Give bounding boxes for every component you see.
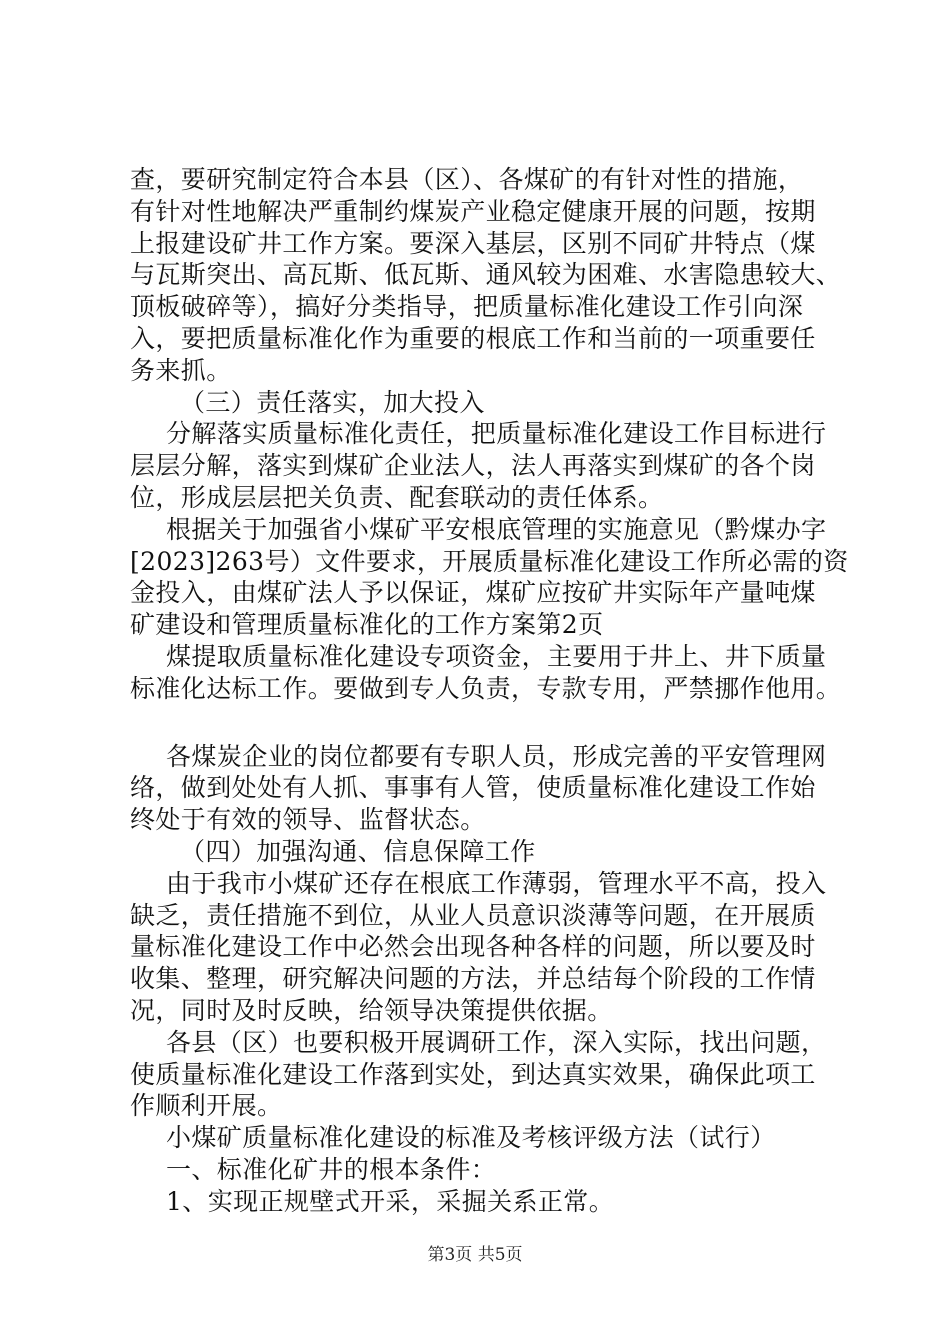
text-line: 查，要研究制定符合本县（区）、各煤矿的有针对性的措施， — [130, 165, 804, 194]
text-line: 有针对性地解决严重制约煤炭产业稳定健康开展的问题，按期 — [130, 196, 816, 226]
text-line: 缺乏，责任措施不到位，从业人员意识淡薄等问题，在开展质 — [130, 900, 816, 930]
text-line: 务来抓。 — [130, 355, 232, 385]
text-line: 使质量标准化建设工作落到实处，到达真实效果，确保此项工 — [130, 1059, 816, 1089]
document-body — [130, 164, 850, 1218]
document-subtitle: 小煤矿质量标准化建设的标准及考核评级方法（试行） — [166, 1123, 776, 1153]
paragraph-start: 各煤炭企业的岗位都要有专职人员，形成完善的平安管理网 — [166, 741, 827, 771]
text-line: 标准化达标工作。要做到专人负责，专款专用，严禁挪作他用。 — [130, 673, 842, 703]
section-heading-4: （四）加强沟通、信息保障工作 — [180, 836, 536, 866]
list-heading: 一、标准化矿井的根本条件： — [166, 1154, 497, 1184]
text-line: 矿建设和管理质量标准化的工作方案第2页 — [130, 610, 604, 640]
text-line: 层层分解，落实到煤矿企业法人，法人再落实到煤矿的各个岗 — [130, 451, 816, 481]
text-line: 收集、整理，研究解决问题的方法，并总结每个阶段的工作情 — [130, 964, 816, 994]
paragraph-start: 煤提取质量标准化建设专项资金，主要用于井上、井下质量 — [166, 641, 827, 671]
text-line: 入，要把质量标准化作为重要的根底工作和当前的一项重要任 — [130, 323, 816, 353]
list-item: 1、实现正规壁式开采，采掘关系正常。 — [166, 1186, 615, 1216]
text-line: 与瓦斯突出、高瓦斯、低瓦斯、通风较为困难、水害隐患较大、 — [130, 260, 842, 290]
text-line: [2023]263号）文件要求，开展质量标准化建设工作所必需的资 — [130, 546, 849, 576]
text-line: 上报建设矿井工作方案。要深入基层，区别不同矿井特点（煤 — [130, 228, 816, 258]
text-line: 终处于有效的领导、监督状态。 — [130, 805, 486, 835]
paragraph-start: 各县（区）也要积极开展调研工作，深入实际，找出问题， — [166, 1027, 827, 1057]
text-line: 络，做到处处有人抓、事事有人管，使质量标准化建设工作始 — [130, 773, 816, 803]
text-line: 位，形成层层把关负责、配套联动的责任体系。 — [130, 482, 664, 512]
text-line: 量标准化建设工作中必然会出现各种各样的问题，所以要及时 — [130, 932, 816, 962]
blank-line — [130, 705, 850, 741]
paragraph-start: 根据关于加强省小煤矿平安根底管理的实施意见（黔煤办字 — [166, 514, 827, 544]
text-line: 顶板破碎等），搞好分类指导，把质量标准化建设工作引向深 — [130, 292, 804, 322]
page-number-footer: 第3页 共5页 — [427, 1245, 523, 1265]
paragraph-start: 分解落实质量标准化责任，把质量标准化建设工作目标进行 — [166, 419, 827, 449]
section-heading-3: （三）责任落实，加大投入 — [180, 387, 485, 417]
text-line: 况，同时及时反映，给领导决策提供依据。 — [130, 995, 613, 1025]
paragraph-start: 由于我市小煤矿还存在根底工作薄弱，管理水平不高，投入 — [166, 868, 827, 898]
text-line: 作顺利开展。 — [130, 1091, 283, 1121]
text-line: 金投入，由煤矿法人予以保证，煤矿应按矿井实际年产量吨煤 — [130, 578, 816, 608]
